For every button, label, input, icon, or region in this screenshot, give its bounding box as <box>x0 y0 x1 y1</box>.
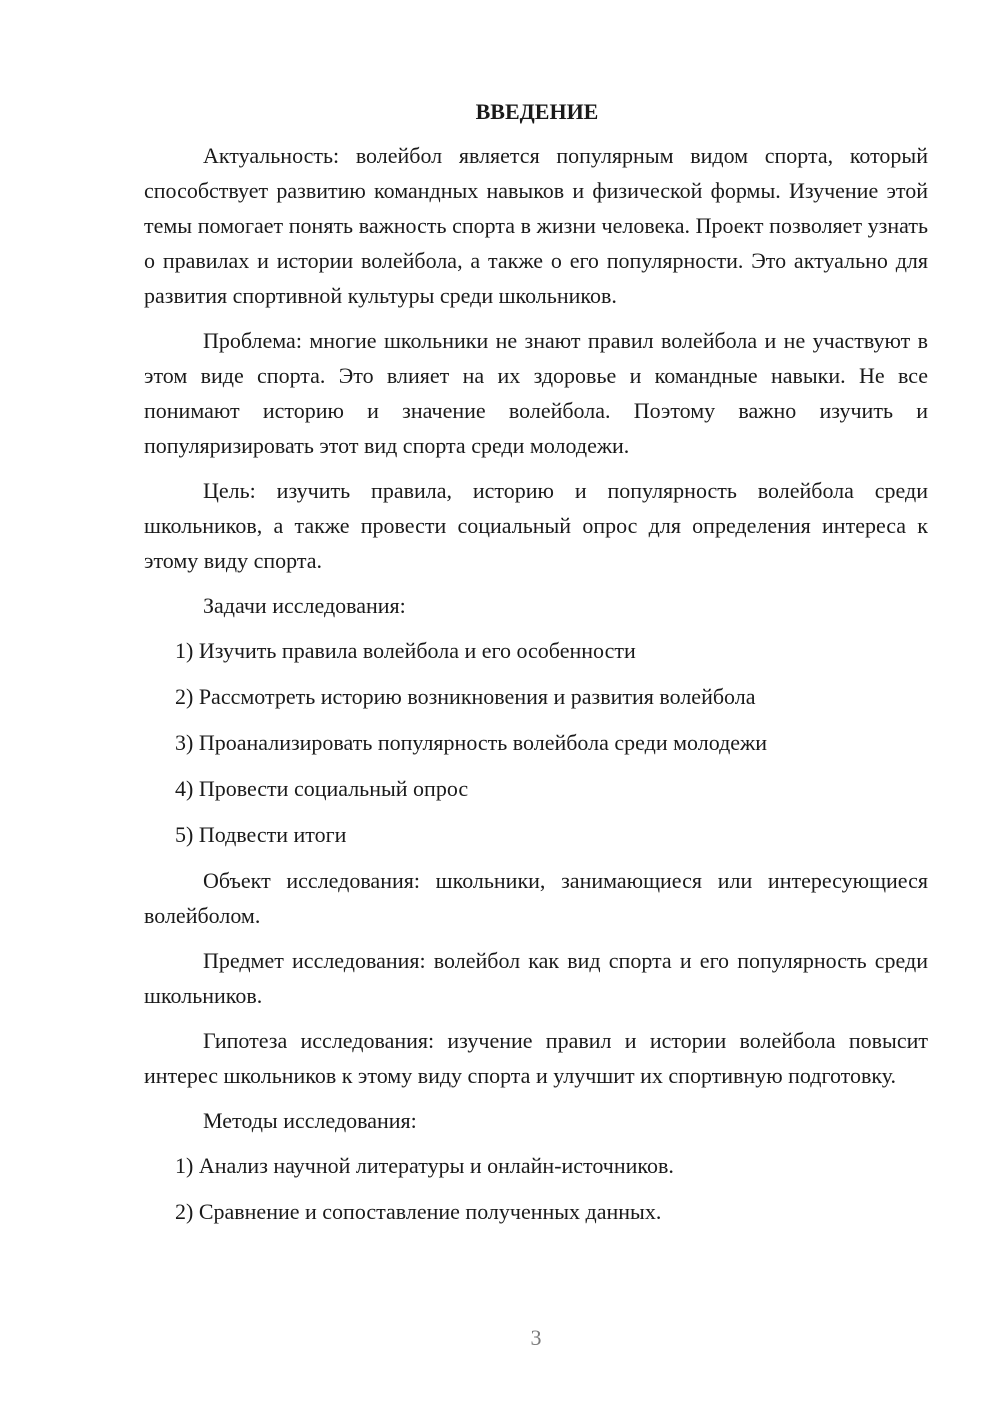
task-item: 3) Проанализировать популярность волейбола среди молодежи <box>175 730 768 755</box>
page-content <box>144 94 928 1240</box>
method-item: 2) Сравнение и сопоставление полученных данных. <box>175 1199 662 1224</box>
subject-paragraph: Предмет исследования: волейбол как вид спорта и его популярность среди школьников. <box>144 948 928 1008</box>
relevance-paragraph: Актуальность: волейбол является популярным видом спорта, который способствует развитию командных навыков и физической формы. Изучение этой темы помогает понять важность спорта в жизни человека. Проект позволяет узнать о правилах и истории волейбола, а также о его популярности. Это актуально для развития спортивной культуры среди школьников. <box>144 143 928 308</box>
problem-paragraph: Проблема: многие школьники не знают правил волейбола и не участвуют в этом виде спорта. Это влияет на их здоровье и командные навыки. Не все понимают историю и значение волейбола. Поэтому важно изучить и популяризировать этот вид спорта среди молодежи. <box>144 328 928 458</box>
task-item: 5) Подвести итоги <box>175 822 347 847</box>
goal-paragraph: Цель: изучить правила, историю и популярность волейбола среди школьников, а также провести социальный опрос для определения интереса к этому виду спорта. <box>144 478 928 573</box>
task-item: 4) Провести социальный опрос <box>175 776 469 801</box>
object-paragraph: Объект исследования: школьники, занимающиеся или интересующиеся волейболом. <box>144 868 928 928</box>
task-item: 2) Рассмотреть историю возникновения и развития волейбола <box>175 684 756 709</box>
section-title: ВВЕДЕНИЕ <box>475 99 599 124</box>
hypothesis-paragraph: Гипотеза исследования: изучение правил и истории волейбола повысит интерес школьников к этому виду спорта и улучшит их спортивную подготовку. <box>144 1028 928 1088</box>
page-number: 3 <box>530 1325 542 1350</box>
method-item: 1) Анализ научной литературы и онлайн-источников. <box>175 1153 674 1178</box>
task-item: 1) Изучить правила волейбола и его особенности <box>175 638 636 663</box>
tasks-label: Задачи исследования: <box>203 593 406 618</box>
methods-label: Методы исследования: <box>203 1108 417 1133</box>
